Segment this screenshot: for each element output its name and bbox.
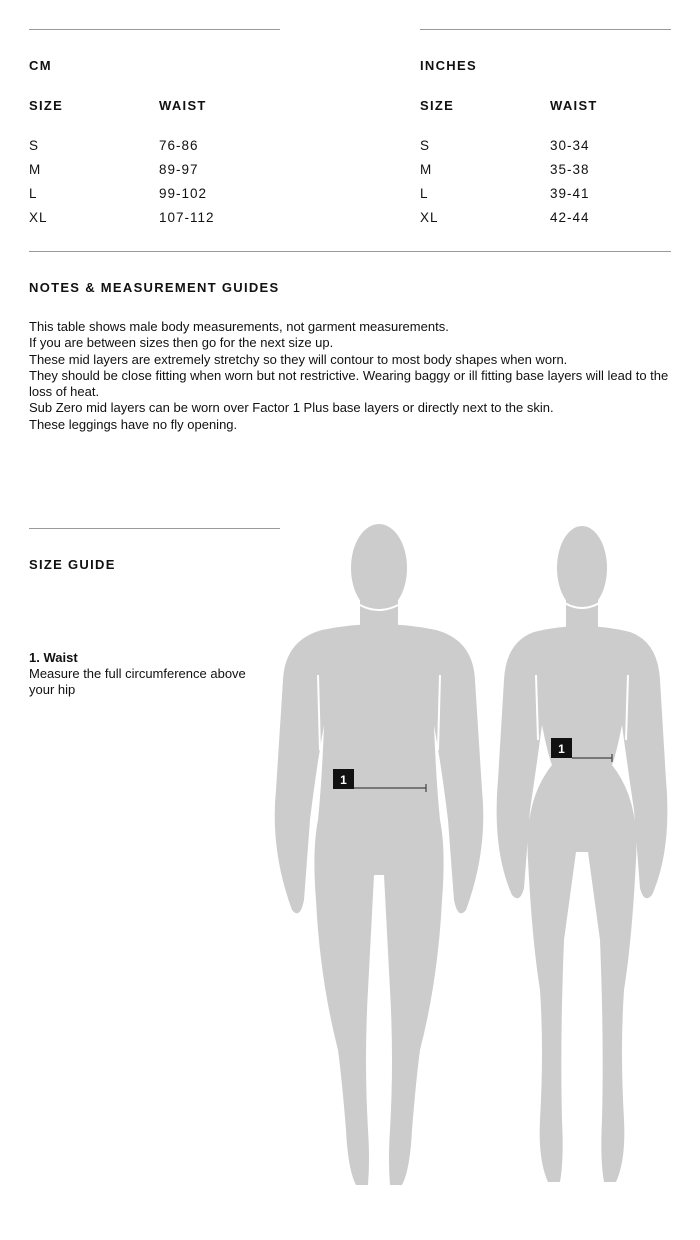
male-waist-marker-label: 1 [340,773,347,787]
notes-title: NOTES & MEASUREMENT GUIDES [29,280,280,295]
cm-size-cell: L [29,186,38,201]
notes-line: This table shows male body measurements, not garment measurements. [29,319,449,334]
waist-guide-title: 1. Waist [29,650,78,665]
inches-waist-cell: 35-38 [550,162,590,177]
divider-top-right [420,29,671,30]
cm-waist-cell: 76-86 [159,138,199,153]
female-waist-marker-label: 1 [558,742,565,756]
notes-body [29,319,679,433]
divider-size-guide [29,528,280,529]
notes-line: If you are between sizes then go for the next size up. [29,335,334,351]
waist-guide-text: Measure the full circumference above your hip [29,666,246,698]
cm-size-cell: M [29,162,42,177]
inches-size-header: SIZE [420,98,455,113]
cm-size-cell: S [29,138,40,153]
notes-line: Sub Zero mid layers can be worn over Factor 1 Plus base layers or directly next to the skin. [29,400,554,416]
notes-line: These leggings have no fly opening. [29,416,238,432]
cm-size-header: SIZE [29,98,64,113]
inches-size-cell: L [420,186,429,201]
inches-waist-cell: 42-44 [550,210,590,225]
inches-waist-header: WAIST [550,98,598,113]
cm-waist-header: WAIST [159,98,207,113]
cm-waist-cell: 107-112 [159,210,215,225]
inches-size-cell: XL [420,210,439,225]
inches-size-cell: S [420,138,431,153]
notes-line: These mid layers are extremely stretchy so they will contour to most body shapes when worn. [29,351,568,367]
female-figure [490,520,675,1190]
inches-table-title: INCHES [420,58,477,73]
size-guide-title: SIZE GUIDE [29,557,116,572]
divider-notes [29,251,671,252]
divider-top-left [29,29,280,30]
cm-waist-cell: 89-97 [159,162,199,177]
male-figure [270,520,490,1190]
inches-size-cell: M [420,162,433,177]
cm-table-title: CM [29,58,52,73]
cm-waist-cell: 99-102 [159,186,208,201]
cm-size-cell: XL [29,210,48,225]
inches-waist-cell: 39-41 [550,186,590,201]
inches-waist-cell: 30-34 [550,138,590,153]
notes-line: They should be close fitting when worn but not restrictive. Wearing baggy or ill fitting base layers will lead to the loss of heat. [29,367,669,400]
